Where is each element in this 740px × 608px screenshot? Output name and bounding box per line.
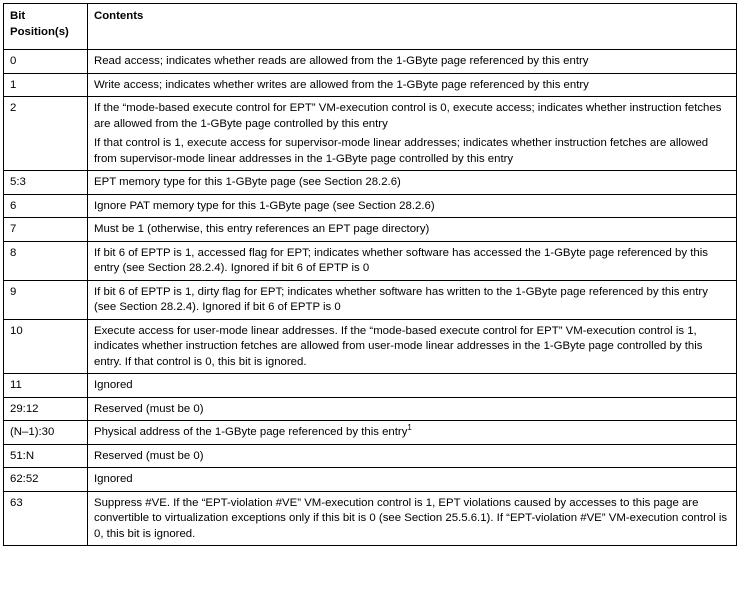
contents-paragraph: Ignored bbox=[94, 473, 133, 485]
ept-1gbyte-page-entry-table bbox=[3, 3, 737, 546]
table-row bbox=[4, 97, 737, 171]
contents-cell bbox=[88, 171, 737, 195]
contents-paragraph: EPT memory type for this 1-GByte page (see Section 28.2.6) bbox=[94, 176, 401, 188]
contents-cell bbox=[88, 444, 737, 468]
bit-position-cell: 29:12 bbox=[4, 397, 88, 421]
contents-text: Physical address of the 1-GByte page referenced by this entry bbox=[94, 426, 408, 438]
contents-cell bbox=[88, 218, 737, 242]
footnote-marker: 1 bbox=[407, 423, 412, 432]
table-row bbox=[4, 194, 737, 218]
contents-paragraph: Ignore PAT memory type for this 1-GByte page (see Section 28.2.6) bbox=[94, 199, 435, 212]
header-contents: Contents bbox=[88, 4, 737, 50]
bit-position-cell: 9 bbox=[4, 280, 88, 319]
bit-position-cell: 0 bbox=[4, 50, 88, 74]
contents-cell bbox=[88, 319, 737, 374]
table-row bbox=[4, 280, 737, 319]
table-row bbox=[4, 171, 737, 195]
bit-position-cell: (N–1):30 bbox=[4, 421, 88, 445]
contents-paragraph: Ignored bbox=[94, 379, 133, 391]
table-row bbox=[4, 241, 737, 280]
contents-cell bbox=[88, 97, 737, 171]
contents-cell bbox=[88, 50, 737, 74]
table-row bbox=[4, 421, 737, 445]
bit-position-cell: 62:52 bbox=[4, 468, 88, 492]
contents-paragraph: Suppress #VE. If the “EPT-violation #VE” VM-execution control is 1, EPT violations caused by accesses to this page are convertible to virtualization exceptions only if this bit is 0 (see Section 25.5.6.1). If “EPT-violation #VE” VM-execution control is 0, this bit is ignored. bbox=[94, 496, 728, 540]
bit-position-cell: 51:N bbox=[4, 444, 88, 468]
bit-position-cell: 11 bbox=[4, 374, 88, 398]
table-row bbox=[4, 73, 737, 97]
bit-position-cell: 1 bbox=[4, 73, 88, 97]
bit-position-cell: 2 bbox=[4, 97, 88, 171]
contents-paragraph: Reserved (must be 0) bbox=[94, 449, 204, 462]
table-body bbox=[4, 50, 737, 546]
contents-cell bbox=[88, 491, 737, 546]
contents-paragraph: Reserved (must be 0) bbox=[94, 402, 204, 415]
bit-position-cell: 10 bbox=[4, 319, 88, 374]
contents-paragraph: Write access; indicates whether writes are allowed from the 1-GByte page referenced by this entry bbox=[94, 78, 589, 91]
bit-position-cell: 5:3 bbox=[4, 171, 88, 195]
contents-paragraph: Execute access for user-mode linear addresses. If the “mode-based execute control for EPT” VM-execution control is 1, indicates whether instruction fetches are allowed from user-mode linear addresses in the 1-GByte page controlled by this entry. If that control is 0, this bit is ignored. bbox=[94, 324, 703, 368]
contents-paragraph: If that control is 1, execute access for supervisor-mode linear addresses; indicates whether instruction fetches are allowed from supervisor-mode linear addresses in the 1-GByte page controlled by this entry bbox=[94, 137, 709, 165]
table-row bbox=[4, 444, 737, 468]
contents-paragraph: If bit 6 of EPTP is 1, dirty flag for EPT; indicates whether software has written to the 1-GByte page referenced by this entry (see Section 28.2.4). Ignored if bit 6 of EPTP is 0 bbox=[94, 285, 708, 313]
table-row bbox=[4, 468, 737, 492]
table-row bbox=[4, 491, 737, 546]
contents-cell bbox=[88, 73, 737, 97]
bit-position-cell: 8 bbox=[4, 241, 88, 280]
contents-paragraph: Must be 1 (otherwise, this entry references an EPT page directory) bbox=[94, 223, 430, 235]
table-row bbox=[4, 374, 737, 398]
header-bit-position: Bit Position(s) bbox=[4, 4, 88, 50]
contents-cell bbox=[88, 241, 737, 280]
bit-position-cell: 7 bbox=[4, 218, 88, 242]
table-row bbox=[4, 50, 737, 74]
contents-cell bbox=[88, 194, 737, 218]
table-header-row bbox=[4, 4, 737, 50]
contents-cell bbox=[88, 397, 737, 421]
table-row bbox=[4, 319, 737, 374]
bit-position-cell: 63 bbox=[4, 491, 88, 546]
contents-paragraph: If the “mode-based execute control for EPT” VM-execution control is 0, execute access; indicates whether instruction fetches are allowed from the 1-GByte page controlled by this entry bbox=[94, 102, 722, 130]
contents-paragraph: Read access; indicates whether reads are allowed from the 1-GByte page referenced by this entry bbox=[94, 55, 589, 67]
contents-cell bbox=[88, 374, 737, 398]
contents-cell bbox=[88, 280, 737, 319]
contents-paragraph bbox=[94, 425, 731, 441]
contents-cell bbox=[88, 468, 737, 492]
table-row bbox=[4, 218, 737, 242]
bit-position-cell: 6 bbox=[4, 194, 88, 218]
contents-paragraph: If bit 6 of EPTP is 1, accessed flag for EPT; indicates whether software has accessed the 1-GByte page referenced by this entry (see Section 28.2.4). Ignored if bit 6 of EPTP is 0 bbox=[94, 246, 708, 274]
table-row bbox=[4, 397, 737, 421]
contents-cell bbox=[88, 421, 737, 445]
